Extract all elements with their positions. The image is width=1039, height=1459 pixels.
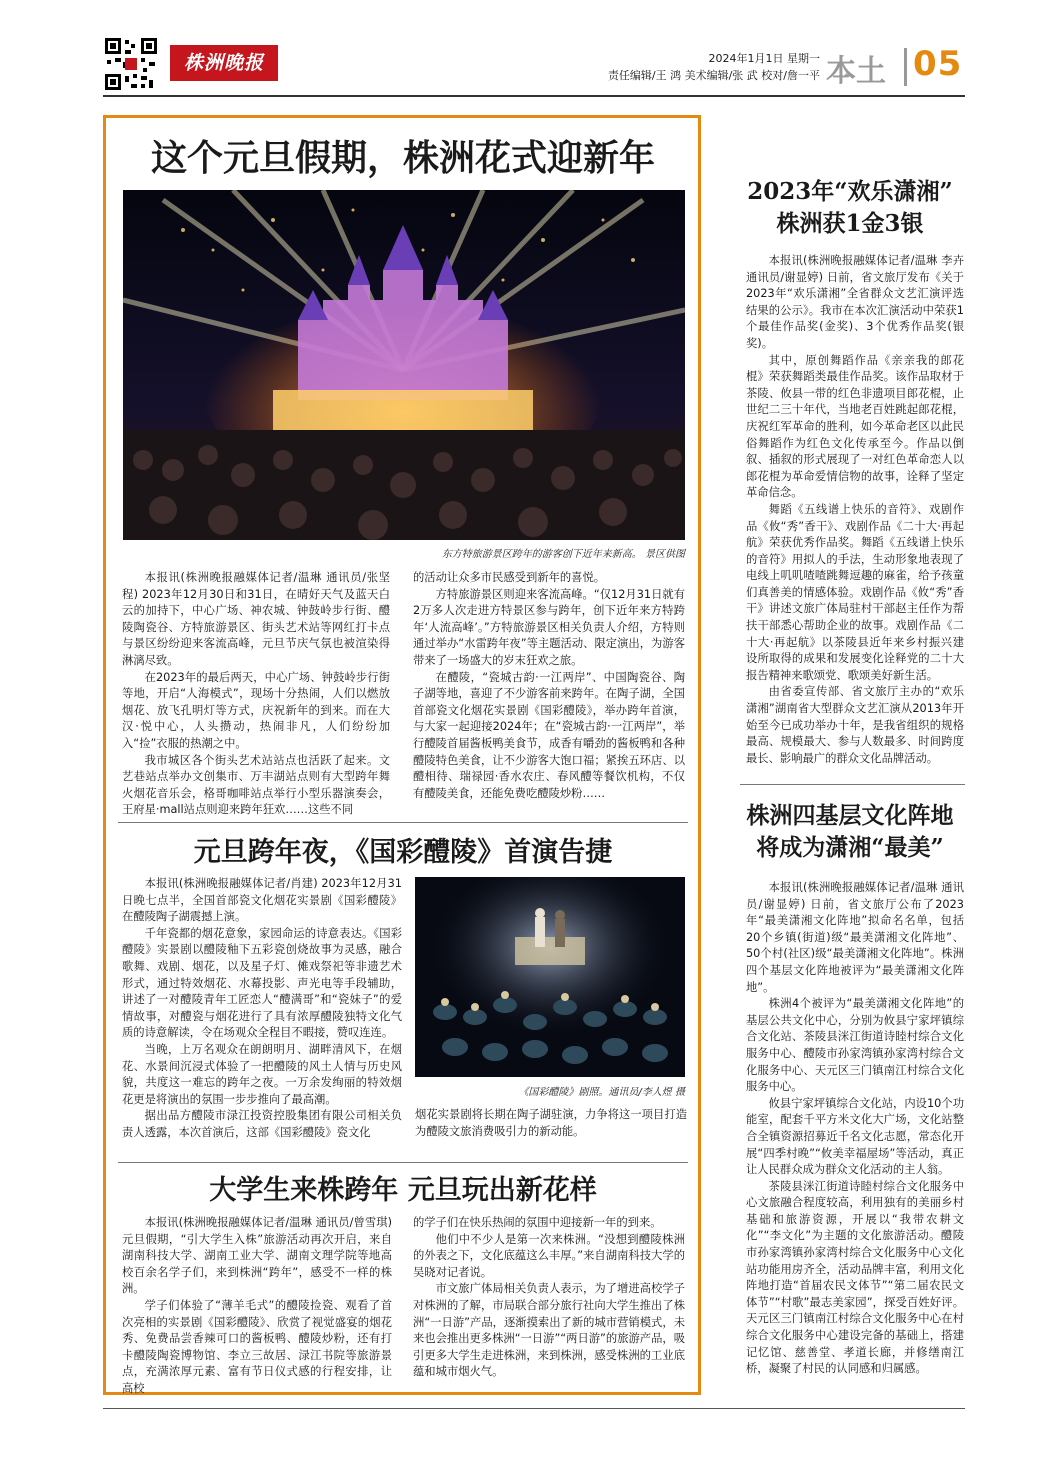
page-number: 05 [913,44,963,84]
headline-line: 2023年“欢乐潇湘” [747,178,953,205]
right-story2-body [746,880,964,1378]
editor-credits: 责任编辑/王 鸿 美术编辑/张 武 校对/詹一平 [607,69,820,82]
paragraph: 当晚，上万名观众在朗朗明月、湖畔清风下，在烟花、水景间沉浸式体验了一把醴陵的风土人情与历史风貌，共度这一难忘的跨年之夜。一万余发绚丽的特效烟花更是将演出的氛围一步步推向了最高潮。 [122,1042,402,1106]
section-divider [118,822,688,823]
newspaper-logo: 株洲晚报 [170,45,278,81]
footer-rule [103,1408,965,1409]
story2-headline: 元旦跨年夜，《国彩醴陵》首演告捷 [193,837,613,868]
paragraph: 市文旅广体局相关负责人表示，为了增进高校学子对株洲的了解，市局联合部分旅行社向大学生推出了株洲“一日游”产品，逐渐摸索出了新的城市营销模式，未来也会推出更多株洲“一日游”“两日游”的旅游产品，吸引更多大学生走进株洲，来到株洲，感受株洲的工业底蕴和城市烟火气。 [413,1282,685,1379]
paragraph: 在2023年的最后两天，中心广场、钟鼓岭步行街等地，开启“人海模式”，现场十分热闹，人们以燃放烟花、放飞孔明灯等方式，庆祝新年的到来。而在大汉·悦中心，人头攒动，热闹非凡，人们纷纷加入“捡”衣服的热潮之中。 [122,670,390,750]
story3-column-1 [122,1215,392,1398]
paragraph: 株洲4个被评为“最美潇湘文化阵地”的基层公共文化中心，分别为攸县宁家坪镇综合文化站、茶陵县洣江街道诗睦村综合文化服务中心、醴陵市孙家湾镇孙家湾村综合文化服务中心、天元区三门镇南江村综合文化服务中心。 [746,997,964,1094]
story3-headline: 大学生来株跨年 元旦玩出新花样 [209,1175,597,1206]
section-divider [118,1162,688,1163]
section-divider [740,784,965,785]
headline-line: 株洲获1金3银 [776,210,924,237]
paragraph: 的学子们在快乐热闹的氛围中迎接新一年的到来。 [413,1216,662,1229]
main-story-column-1 [122,570,390,819]
story3-column-2 [413,1215,685,1381]
paragraph: 方特旅游景区则迎来客流高峰。“仅12月31日就有2万多人次走进方特景区参与跨年，创下近年来方特跨年‘人流高峰’。”方特旅游景区相关负责人介绍，方特则通过举办“水雷跨年夜”等主题活动、限定演出，为游客带来了一场盛大的岁末狂欢之旅。 [413,587,685,667]
story2-column-1 [122,876,402,1142]
main-story-column-2 [413,570,685,802]
paragraph: 其中，原创舞蹈作品《亲亲我的郎花棍》荣获舞蹈类最佳作品奖。该作品取材于茶陵、攸县一带的红色非遗项目郎花棍，止世纪二三十年代，当地老百姓跳起郎花棍，庆祝红军革命的胜利，如今革命老区以此民俗舞蹈作为红色文化传承至今。作品以倒叙、插叙的形式展现了一对红色革命恋人以郎花棍为革命爱情信物的故事，诠释了坚定革命信念。 [746,353,964,500]
castle-fireworks-photo [123,190,685,540]
paragraph: 本报讯(株洲晚报融媒体记者/温琳 通讯员/谢显婷) 日前，省文旅厅公布了2023年“最美潇湘文化阵地”拟命名名单，包括20个乡镇(街道)级“最美潇湘文化阵地”、50个村(社区)级“最美潇湘文化阵地”。株洲四个基层文化阵地被评为“最美潇湘文化阵地”。 [746,881,964,994]
section-name: 本土 [826,54,886,89]
right-story1-body [746,253,964,767]
paragraph: 攸县宁家坪镇综合文化站，内设10个功能室，配套千平方米文化大广场，文化站整合全镇资源招募近千名文化志愿，常态化开展“四季村晚”“攸美幸福屋场”等活动，真正让人民群众成为群众文化活动的主人翁。 [746,1096,964,1177]
header-rule [103,95,965,97]
story2-column-2 [415,1107,687,1140]
right-story2-headline [735,800,965,864]
paragraph: 学子们体验了“薄羊毛式”的醴陵捡瓷、观看了首次亮相的实景剧《国彩醴陵》、欣赏了视觉盛宴的烟花秀、免费品尝香辣可口的酱板鸭、醴陵炒粉，还有打卡醴陵陶瓷博物馆、李立三故居、渌江书院等旅游景点，充满浓厚元素、富有节日仪式感的行程安排，让高校 [122,1298,392,1395]
headline-line: 将成为潇湘“最美” [756,834,944,861]
photo-caption: 《国彩醴陵》剧照。通讯员/李人煜 摄 [518,1087,685,1098]
headline-line: 株洲四基层文化阵地 [746,802,954,829]
paragraph: 在醴陵，“瓷城古韵·一江两岸”、中国陶瓷谷、陶子湖等地，喜迎了不少游客前来跨年。在陶子湖，全国首部瓷文化烟花实景剧《国彩醴陵》，举办跨年首演，与大家一起迎接2024年；在“瓷城古韵·一江两岸”，举行醴陵首届酱板鸭美食节，成香有嚼劲的酱板鸭和各种醴陵特色美食，让不少游客大饱口福；紧挨五环店、以醴相待、瑞禄园·香水农庄、春风醴等餐饮机构，不仅有醴陵美食，还能免费吃醴陵炒粉…… [413,670,685,800]
paragraph: 我市城区各个街头艺术站站点也活跃了起来。文艺巷站点举办文创集市、万丰湖站点则有大型跨年舞火烟花音乐会，格哥咖啡站点举行小型乐器演奏会，王府星·mall站点则迎来跨年狂欢……这些不同 [122,753,390,817]
paragraph: 本报讯(株洲晚报融媒体记者/温琳 通讯员/曾雪琪) 元旦假期，“引大学生入株”旅游活动再次开启，来自湖南科技大学、湖南工业大学、湖南文理学院等地高校百余名学子们，来到株洲“跨年”，感受不一样的株洲。 [122,1216,392,1296]
paragraph: 本报讯(株洲晚报融媒体记者/温琳 通讯员/张坚程) 2023年12月30日和31日，在晴好天气及蓝天白云的加持下，中心广场、神农城、钟鼓岭步行街、醴陵陶瓷谷、方特旅游景区、街头艺术站等网红打卡点与景区纷纷迎来客流高峰，元旦节庆气氛也被渲染得淋漓尽致。 [122,571,390,667]
paragraph: 据出品方醴陵市渌江投资控股集团有限公司相关负责人透露，本次首演后，这部《国彩醴陵》瓷文化 [122,1109,402,1139]
paragraph: 舞蹈《五线谱上快乐的音符》、戏剧作品《攸“秀”香干》、戏剧作品《二十大·再起航》荣获优秀作品奖。舞蹈《五线谱上快乐的音符》用拟人的手法，生动形象地表现了电线上叽叽喳喳跳舞逗趣的麻雀，给予孩童们真善美的情感体验。戏剧作品《攸“秀”香干》讲述文旅广体局驻村干部赵主任作为帮扶干部悉心帮助企业的故事。戏剧作品《二十大·再起航》以茶陵县近年来乡村振兴建设所取得的成果和发展变化诠释党的二十大报告精神来歌颂党、歌颂美好新生活。 [746,502,964,682]
paragraph: 本报讯(株洲晚报融媒体记者/肖建) 2023年12月31日晚七点半，全国首部瓷文化烟花实景剧《国彩醴陵》在醴陵陶子湖震撼上演。 [122,877,402,924]
paragraph: 他们中不少人是第一次来株洲。“没想到醴陵株洲的外表之下，文化底蕴这么丰厚。”来自湖南科技大学的吴晓对记者说。 [413,1232,685,1279]
paragraph: 烟花实景剧将长期在陶子湖驻演，力争将这一项目打造为醴陵文旅消费吸引力的新动能。 [415,1108,687,1138]
stage-performance-photo [415,877,685,1077]
paragraph: 千年瓷都的烟花意象，家园命运的诗意表达。《国彩醴陵》实景剧以醴陵釉下五彩瓷创烧故事为灵感，融合歌舞、戏剧、烟花，以及星子灯、傩戏祭祀等非遗艺术形式，通过特效烟花、水幕投影、声光电等手段辅助，讲述了一对醴陵青年工匠恋人“醴满哥”和“瓷妹子”的爱情故事，对醴瓷与烟花进行了具有浓厚醴陵独特文化气质的诗意解读，令在场观众全程目不暇接，赞叹连连。 [122,926,402,1040]
right-story1-headline [735,176,965,240]
paragraph: 本报讯(株洲晚报融媒体记者/温琳 李卉 通讯员/谢显婷) 日前，省文旅厅发布《关于2023年“欢乐潇湘”全省群众文艺汇演评选结果的公示》。我市在本次汇演活动中荣获1个最佳作品奖(金奖)、3个优秀作品奖(银奖)。 [746,254,964,350]
qr-code-icon [103,36,159,92]
paragraph: 由省委宣传部、省文旅厅主办的“欢乐潇湘”湖南省大型群众文艺汇演从2013年开始至今已成功举办十年，是我省组织的规格最高、规模最大、参与人数最多、时间跨度最长、影响最广的群众文化品牌活动。 [746,685,964,765]
paragraph: 的活动让众多市民感受到新年的喜悦。 [413,571,606,584]
header-divider [904,48,907,86]
photo-caption: 东方特旅游景区跨年的游客创下近年来新高。 景区供图 [441,549,685,560]
issue-date: 2024年1月1日 星期一 [708,52,820,65]
paragraph: 茶陵县洣江街道诗睦村综合文化服务中心文旅融合程度较高，利用独有的美丽乡村基础和旅游资源，开展以“我带农耕文化”“李文化”为主题的文化旅游活动。醴陵市孙家湾镇孙家湾村综合文化服务中心文化站功能用房齐全，活动品牌丰富，利用文化阵地打造“首届农民文体节”“第二届农民文体节”“村歌”最志美家园”，探受百姓好评。天元区三门镇南江村综合文化服务中心在村综合文化服务中心建设完备的基础上，搭建记忆馆、慈善堂、孝道长廊，并修缮南江桥，凝聚了村民的认同感和归属感。 [746,1179,964,1376]
main-headline: 这个元旦假期，株洲花式迎新年 [150,138,655,179]
